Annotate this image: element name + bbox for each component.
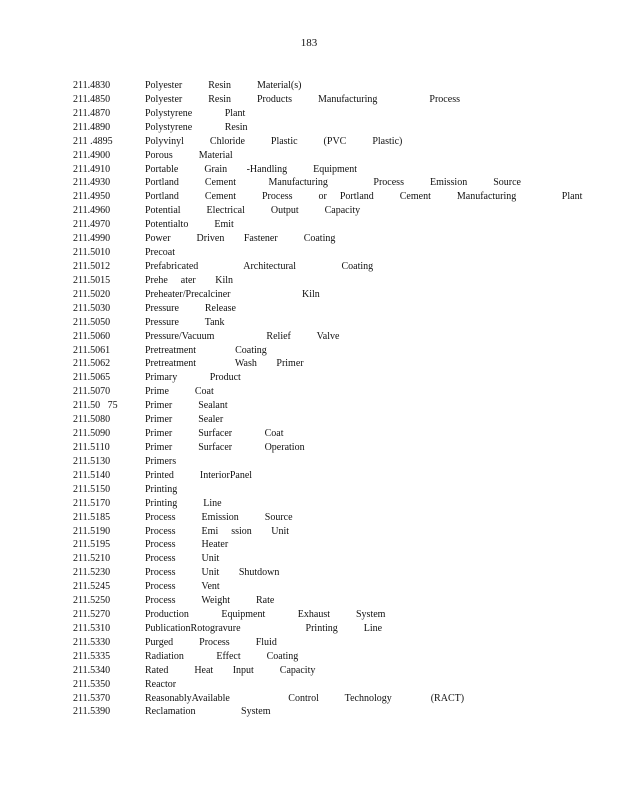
section-number: 211.5030 xyxy=(73,302,111,314)
section-number: 211.4960 xyxy=(73,205,111,217)
list-item xyxy=(73,176,593,190)
list-item xyxy=(73,344,593,358)
defined-term: Prefabricated Architectural Coating xyxy=(145,260,374,272)
section-number: 211.5090 xyxy=(73,428,111,440)
section-number: 211.4900 xyxy=(73,149,111,161)
list-item xyxy=(73,455,593,469)
section-number: 211.5370 xyxy=(73,692,111,704)
defined-term: Purged Process Fluid xyxy=(145,636,277,648)
section-number: 211.5210 xyxy=(73,553,111,565)
section-number: 211.5020 xyxy=(73,288,111,300)
section-number: 211.5130 xyxy=(73,455,111,467)
defined-term: Pretreatment Wash Primer xyxy=(145,358,304,370)
list-item xyxy=(73,260,593,274)
defined-term: Production Equipment Exhaust System xyxy=(145,609,386,621)
defined-term: Primer Sealant xyxy=(145,400,228,412)
section-number: 211.5350 xyxy=(73,678,111,690)
defined-term: Printing xyxy=(145,483,178,495)
list-item xyxy=(73,399,593,413)
defined-term: Printed InteriorPanel xyxy=(145,469,253,481)
section-number: 211.5245 xyxy=(73,581,111,593)
section-number: 211.5060 xyxy=(73,330,111,342)
section-number: 211.5062 xyxy=(73,358,111,370)
list-item xyxy=(73,566,593,580)
section-number: 211.4950 xyxy=(73,191,111,203)
list-item xyxy=(73,107,593,121)
defined-term: Polystyrene Plant xyxy=(145,107,246,119)
list-item xyxy=(73,650,593,664)
defined-term: Precoat xyxy=(145,247,175,259)
list-item xyxy=(73,469,593,483)
list-item xyxy=(73,330,593,344)
defined-term: Porous Material xyxy=(145,149,233,161)
section-number: 211.4890 xyxy=(73,121,111,133)
section-number: 211.5195 xyxy=(73,539,111,551)
list-item xyxy=(73,636,593,650)
section-number: 211.50 75 xyxy=(73,400,118,412)
defined-term: Primer Sealer xyxy=(145,414,224,426)
list-item xyxy=(73,316,593,330)
defined-term: PublicationRotogravure Printing Line xyxy=(145,622,383,634)
section-number: 211.4970 xyxy=(73,219,111,231)
list-item xyxy=(73,357,593,371)
list-item xyxy=(73,79,593,93)
list-item xyxy=(73,705,593,719)
list-item xyxy=(73,204,593,218)
list-item xyxy=(73,190,593,204)
section-number: 211.5390 xyxy=(73,706,111,718)
list-item xyxy=(73,608,593,622)
list-item xyxy=(73,93,593,107)
defined-term: Process Emi ssion Unit xyxy=(145,525,290,537)
list-item xyxy=(73,427,593,441)
section-number: 211.5250 xyxy=(73,595,111,607)
list-item xyxy=(73,218,593,232)
section-number: 211.5140 xyxy=(73,469,111,481)
section-number: 211.4930 xyxy=(73,177,111,189)
section-number: 211.5330 xyxy=(73,636,111,648)
list-item xyxy=(73,121,593,135)
section-number: 211.5150 xyxy=(73,483,111,495)
list-item xyxy=(73,552,593,566)
defined-term: Polystyrene Resin xyxy=(145,121,248,133)
section-number: 211.5070 xyxy=(73,386,111,398)
defined-term: Process Unit xyxy=(145,553,220,565)
list-item xyxy=(73,511,593,525)
section-number: 211.5335 xyxy=(73,650,111,662)
defined-term: Pressure Release xyxy=(145,302,236,314)
defined-term: Primers xyxy=(145,455,177,467)
list-item xyxy=(73,622,593,636)
list-item xyxy=(73,497,593,511)
list-item xyxy=(73,678,593,692)
defined-term: Portland Cement Manufacturing Process Emission Source xyxy=(145,177,521,189)
section-number: 211.5061 xyxy=(73,344,111,356)
list-item xyxy=(73,525,593,539)
defined-term: Power Driven Fastener Coating xyxy=(145,233,336,245)
list-item xyxy=(73,302,593,316)
section-number: 211.5012 xyxy=(73,260,111,272)
defined-term: Potentialto Emit xyxy=(145,219,234,231)
defined-term: Polyester Resin Material(s) xyxy=(145,80,302,91)
section-number: 211.4910 xyxy=(73,163,111,175)
list-item xyxy=(73,149,593,163)
list-item xyxy=(73,163,593,177)
defined-term: Pressure/Vacuum Relief Valve xyxy=(145,330,340,342)
defined-term: Rated Heat Input Capacity xyxy=(145,664,316,676)
section-number: 211.5050 xyxy=(73,316,111,328)
section-number: 211.5310 xyxy=(73,622,111,634)
defined-term: Process Emission Source xyxy=(145,511,293,523)
list-item xyxy=(73,580,593,594)
defined-term: Polyester Resin Products Manufacturing Process xyxy=(145,93,460,105)
section-number: 211.5015 xyxy=(73,274,111,286)
list-item xyxy=(73,413,593,427)
section-number: 211.5340 xyxy=(73,664,111,676)
defined-term: Pretreatment Coating xyxy=(145,344,267,356)
list-item xyxy=(73,246,593,260)
defined-term: Process Vent xyxy=(145,581,220,593)
defined-term: Prime Coat xyxy=(145,386,214,398)
section-number: 211.5190 xyxy=(73,525,111,537)
section-number: 211.4850 xyxy=(73,93,111,105)
defined-term: Portland Cement Process or Portland Cement Manufacturing Plant xyxy=(145,191,583,203)
section-number: 211.5110 xyxy=(73,441,110,453)
defined-term: Primer Surfacer Coat xyxy=(145,428,284,440)
section-number: 211.5270 xyxy=(73,609,111,621)
list-item xyxy=(73,385,593,399)
section-number: 211.4830 xyxy=(73,80,111,91)
section-number: 211.5010 xyxy=(73,247,111,259)
defined-term: Potential Electrical Output Capacity xyxy=(145,205,361,217)
defined-term: Primer Surfacer Operation xyxy=(145,441,305,453)
list-item xyxy=(73,371,593,385)
list-item xyxy=(73,274,593,288)
section-number: 211.5170 xyxy=(73,497,111,509)
definitions-list xyxy=(73,79,593,719)
list-item xyxy=(73,538,593,552)
list-item xyxy=(73,135,593,149)
defined-term: Reclamation System xyxy=(145,706,271,718)
defined-term: Process Heater xyxy=(145,539,229,551)
defined-term: Process Unit Shutdown xyxy=(145,567,280,579)
list-item xyxy=(73,692,593,706)
defined-term: Polyvinyl Chloride Plastic (PVC Plastic) xyxy=(145,135,403,147)
defined-term: Prehe ater Kiln xyxy=(145,274,234,286)
list-item xyxy=(73,594,593,608)
section-number: 211.4990 xyxy=(73,233,111,245)
section-number: 211.4870 xyxy=(73,107,111,119)
defined-term: Process Weight Rate xyxy=(145,595,275,607)
list-item xyxy=(73,441,593,455)
list-item xyxy=(73,232,593,246)
section-number: 211.5065 xyxy=(73,372,111,384)
list-item xyxy=(73,664,593,678)
page-number: 183 xyxy=(300,37,318,49)
section-number: 211.5080 xyxy=(73,414,111,426)
defined-term: Portable Grain -Handling Equipment xyxy=(145,163,358,175)
section-number: 211.5185 xyxy=(73,511,111,523)
defined-term: ReasonablyAvailable Control Technology (RACT) xyxy=(145,692,465,704)
section-number: 211.5230 xyxy=(73,567,111,579)
section-number: 211 .4895 xyxy=(73,135,113,147)
defined-term: Printing Line xyxy=(145,497,222,509)
defined-term: Reactor xyxy=(145,678,177,690)
defined-term: Preheater/Precalciner Kiln xyxy=(145,288,320,300)
list-item xyxy=(73,288,593,302)
defined-term: Primary Product xyxy=(145,372,241,384)
defined-term: Pressure Tank xyxy=(145,316,225,328)
defined-term: Radiation Effect Coating xyxy=(145,650,299,662)
list-item xyxy=(73,483,593,497)
